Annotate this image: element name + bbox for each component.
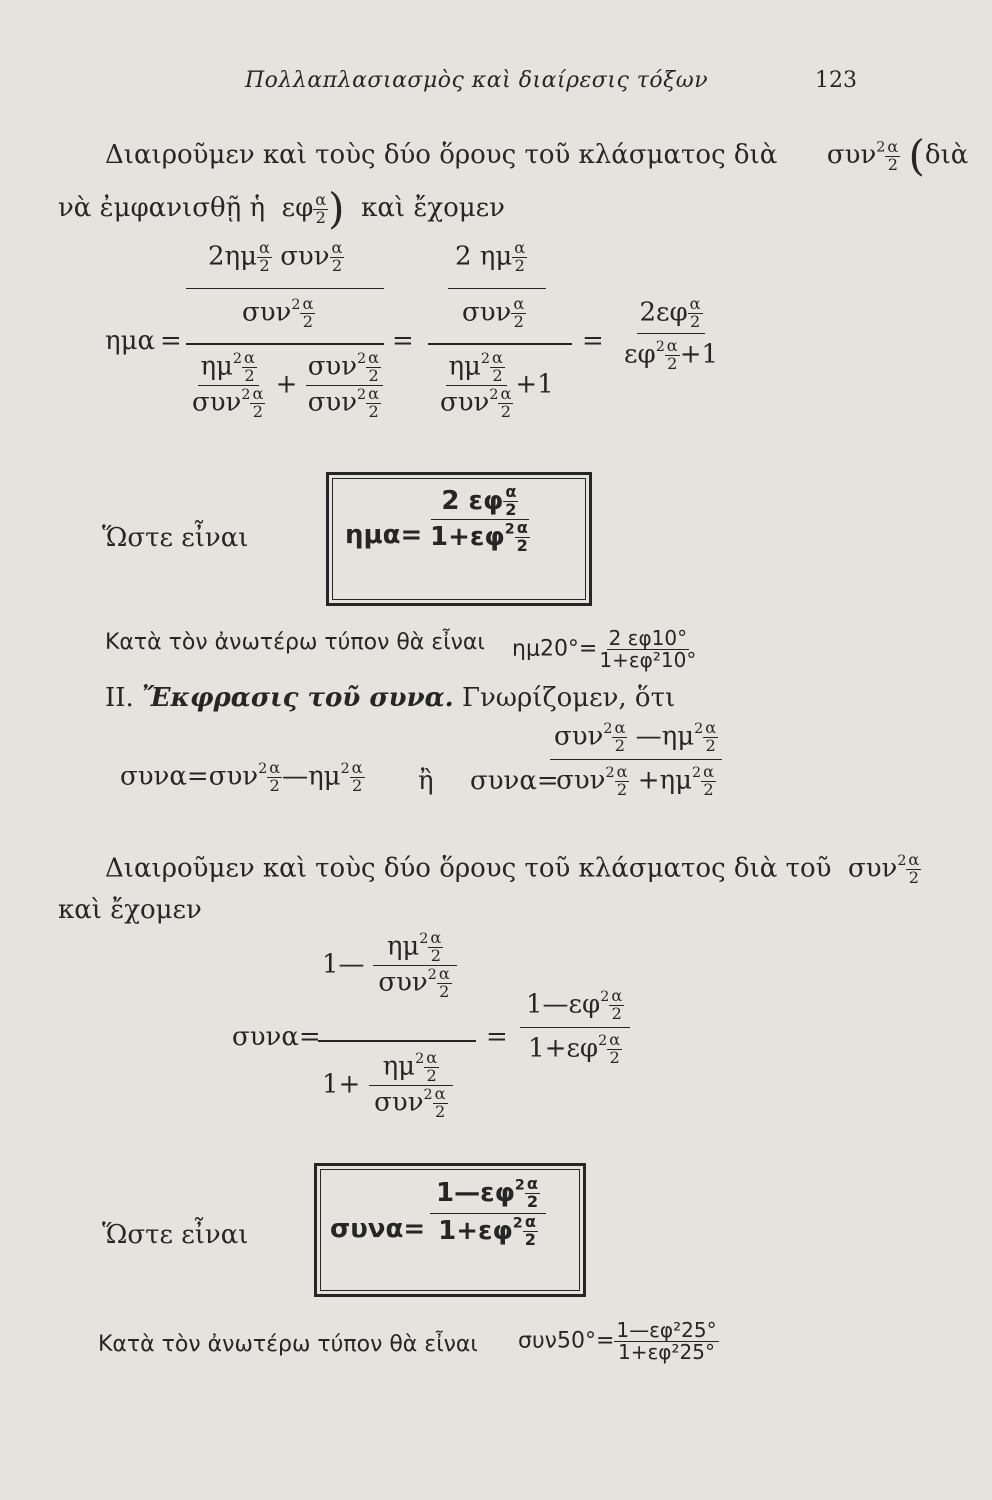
para2-line1: Διαιροῦμεν καὶ τοὺς δύο ὅρους τοῦ κλάσματος διὰ τοῦ συν$^2$ $\frac{\alpha}{2}$ xyxy=(105,850,920,887)
eq1-frac3: 2εφ $\frac{\alpha}{2}$ $\varepsilon\varphi^2$ $\frac{\alpha}{2}$ +1 xyxy=(624,294,719,373)
open-paren: ( xyxy=(908,131,925,180)
eq1-frac2-main-bar xyxy=(428,343,572,345)
example2-num: 1—εφ²25° xyxy=(616,1318,717,1342)
eq2-or: ἢ xyxy=(418,766,434,796)
eq3-upper: 1— $\eta\mu^2$ $\frac{\alpha}{2}$ συν$^2$ $\frac{\alpha}{2}$ xyxy=(322,930,457,1001)
para1-line2-start: νὰ ἐμφανισθῇ ἡ xyxy=(58,193,266,223)
eq1-frac1-upper: 2ημ $\frac{\alpha}{2}$ συν $\frac{\alpha}{2}$ xyxy=(208,238,343,275)
eq3-lower: 1+ $\eta\mu^2$ $\frac{\alpha}{2}$ συν$^2$ $\frac{\alpha}{2}$ xyxy=(322,1050,453,1121)
example2-lhs: συν50°= xyxy=(518,1328,615,1354)
square-exponent: 2 xyxy=(876,139,886,156)
eq1-frac1-upper-den: συν$^2$ $\frac{\alpha}{2}$ xyxy=(242,294,314,331)
eq2-right-fraction: συν$^2$ $\frac{\alpha}{2}$ $—\eta\mu^2$ $\frac{\alpha}{2}$ συν$^2$ $\frac{\alpha}{2}$ $+\eta\mu^2$ $\frac{\alpha}{2}$ xyxy=(550,720,722,799)
eq1-frac1-inner-bar-top xyxy=(186,288,384,289)
box2-lhs: συνα= xyxy=(330,1214,426,1244)
eq1-frac1-lower: $\eta\mu^2$ $\frac{\alpha}{2}$ συν$^2$ $\frac{\alpha}{2}$ + συν$^2$ $\frac{\alpha}{2}$ συν$^2$ $\frac{\alpha}{2}$ xyxy=(190,350,383,421)
box1-fraction: 2 εφ $\frac{\alpha}{2}$ $1+\varepsilon\varphi^2$ $\frac{\alpha}{2}$ xyxy=(430,482,528,555)
example2-den: 1+εφ²25° xyxy=(618,1340,715,1364)
box1-lhs: ημα= xyxy=(345,520,423,550)
section2-number: II. xyxy=(105,683,134,713)
example1-formula xyxy=(512,628,698,671)
eq3-equals: = xyxy=(486,1022,508,1052)
para1-line2-end: καὶ ἔχομεν xyxy=(361,193,505,223)
alpha-half-fraction: $\frac{\alpha}{2}$ xyxy=(887,136,899,174)
example2-text: Κατὰ τὸν ἀνωτέρω τύπον θὰ εἶναι xyxy=(98,1332,478,1357)
ef-symbol: εφ xyxy=(281,193,314,223)
eq1-lhs: ημα xyxy=(105,326,156,356)
eq1-frac2-inner-bar xyxy=(448,288,546,289)
eq1-equals-1: = xyxy=(160,326,182,356)
running-title: Πολλαπλασιασμὸς καὶ διαίρεσις τόξων xyxy=(245,68,709,93)
alpha-half-fraction: $\frac{\alpha}{2}$ xyxy=(315,189,327,227)
eq2-right-lhs: συνα= xyxy=(470,766,559,796)
eq1-frac2-upper-den: συν $\frac{\alpha}{2}$ xyxy=(462,294,525,331)
eq2-left: συνα=συν$^2$ $\frac{\alpha}{2}$ $—\eta\mu^2$ $\frac{\alpha}{2}$ xyxy=(120,758,363,795)
para1-line1-text: Διαιροῦμεν καὶ τοὺς δύο ὅρους τοῦ κλάσματος διὰ xyxy=(105,140,778,170)
eq1-equals-3: = xyxy=(582,326,604,356)
syn-symbol: συν xyxy=(826,140,877,170)
eq1-frac2-upper: 2 ημ $\frac{\alpha}{2}$ xyxy=(455,238,526,275)
section2-heading xyxy=(105,683,675,713)
eq3-result: $1—\varepsilon\varphi^2$ $\frac{\alpha}{2}$ $1+\varepsilon\varphi^2$ $\frac{\alpha}{2}$ xyxy=(520,988,630,1067)
eq3-lhs: συνα= xyxy=(232,1022,321,1052)
example1-lhs: ημ20°= xyxy=(512,636,598,662)
para1-line2 xyxy=(58,184,505,233)
section2-title: Ἔκφρασις τοῦ συνα. xyxy=(142,683,454,713)
eq1-frac2-lower: $\eta\mu^2$ $\frac{\alpha}{2}$ συν$^2$ $\frac{\alpha}{2}$ +1 xyxy=(440,348,554,421)
eq1-equals-2: = xyxy=(392,326,414,356)
para1-line1 xyxy=(105,131,969,180)
trail-word: διὰ xyxy=(924,140,969,170)
example2-formula xyxy=(518,1320,719,1363)
example1-den: 1+εφ²10° xyxy=(599,648,697,672)
box2-fraction: $1—\varepsilon\varphi^2$ $\frac{\alpha}{2}$ $1+\varepsilon\varphi^2$ $\frac{\alpha}{2}$ xyxy=(430,1176,546,1249)
para2-line1-text: Διαιροῦμεν καὶ τοὺς δύο ὅρους τοῦ κλάσματος διὰ τοῦ xyxy=(105,853,832,884)
box1-label: Ὥστε εἶναι xyxy=(102,523,249,553)
section2-text: Γνωρίζομεν, ὅτι xyxy=(461,683,676,713)
box2-label: Ὥστε εἶναι xyxy=(102,1220,249,1250)
example1-num: 2 εφ10° xyxy=(608,626,688,650)
page-number: 123 xyxy=(815,68,857,93)
close-paren: ) xyxy=(328,184,345,233)
eq3-main-bar xyxy=(318,1040,476,1042)
para2-line2: καὶ ἔχομεν xyxy=(58,895,202,925)
eq1-frac1-main-bar xyxy=(186,343,384,345)
example1-text: Κατὰ τὸν ἀνωτέρω τύπον θὰ εἶναι xyxy=(105,630,485,655)
